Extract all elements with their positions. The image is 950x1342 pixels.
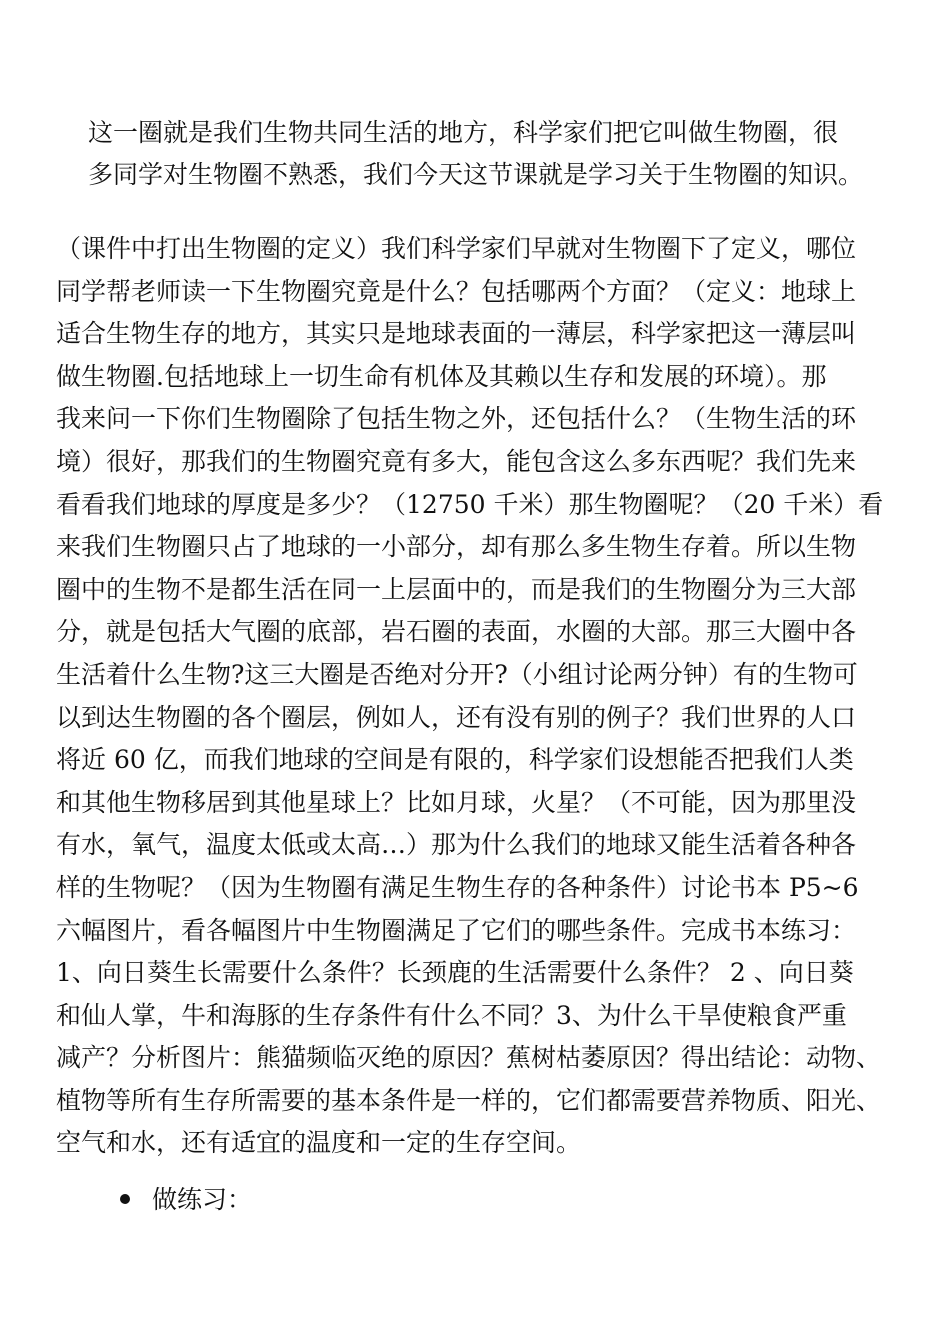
body-line: 样的生物呢？（因为生物圈有满足生物生存的各种条件）讨论书本 P5~6 <box>56 872 859 902</box>
body-line: 六幅图片，看各幅图片中生物圈满足了它们的哪些条件。完成书本练习： <box>56 915 857 945</box>
body-line: 将近 60 亿，而我们地球的空间是有限的，科学家们设想能否把我们人类 <box>56 745 854 775</box>
bullet-list-item <box>120 1182 252 1218</box>
body-line: 植物等所有生存所需要的基本条件是一样的，它们都需要营养物质、阳光、 <box>56 1085 882 1115</box>
bullet-text: 做练习： <box>152 1185 253 1214</box>
body-line: 和仙人掌，牛和海豚的生存条件有什么不同？3、为什么干旱使粮食严重 <box>56 1000 847 1030</box>
intro-line: 多同学对生物圈不熟悉，我们今天这节课就是学习关于生物圈的知识。 <box>88 160 864 189</box>
body-line: 境）很好，那我们的生物圈究竟有多大，能包含这么多东西呢？我们先来 <box>56 446 857 476</box>
body-line: 适合生物生存的地方，其实只是地球表面的一薄层，科学家把这一薄层叫 <box>56 319 857 349</box>
body-line: 1、向日葵生长需要什么条件？长颈鹿的生活需要什么条件？ 2 、向日葵 <box>56 958 854 988</box>
body-line: 我来问一下你们生物圈除了包括生物之外，还包括什么？（生物生活的环 <box>56 404 857 434</box>
body-line: 空气和水，还有适宜的温度和一定的生存空间。 <box>56 1128 582 1158</box>
body-line: 以到达生物圈的各个圈层，例如人，还有没有别的例子？我们世界的人口 <box>56 702 857 732</box>
body-line: 做生物圈.包括地球上一切生命有机体及其赖以生存和发展的环境）。那 <box>56 361 827 391</box>
body-line: 和其他生物移居到其他星球上？比如月球，火星？（不可能，因为那里没 <box>56 787 857 817</box>
body-line: 分，就是包括大气圈的底部，岩石圈的表面，水圈的大部。那三大圈中各 <box>56 617 857 647</box>
bullet-icon <box>120 1194 130 1204</box>
intro-line: 这一圈就是我们生物共同生活的地方，科学家们把它叫做生物圈，很 <box>88 118 839 147</box>
body-line: （课件中打出生物圈的定义）我们科学家们早就对生物圈下了定义，哪位 <box>56 234 857 263</box>
body-line: 同学帮老师读一下生物圈究竟是什么？包括哪两个方面？（定义：地球上 <box>56 276 857 306</box>
body-line: 看看我们地球的厚度是多少？（12750 千米）那生物圈呢？（20 千米）看 <box>56 489 884 519</box>
body-line: 有水，氧气，温度太低或太高…）那为什么我们的地球又能生活着各种各 <box>56 830 857 860</box>
intro-paragraph <box>88 112 888 196</box>
body-line: 生活着什么生物?这三大圈是否绝对分开?（小组讨论两分钟）有的生物可 <box>56 659 858 689</box>
body-line: 来我们生物圈只占了地球的一小部分，却有那么多生物生存着。所以生物 <box>56 532 857 562</box>
body-paragraph <box>56 228 896 1165</box>
body-line: 圈中的生物不是都生活在同一上层面中的，而是我们的生物圈分为三大部 <box>56 574 857 604</box>
body-line: 减产？分析图片：熊猫频临灭绝的原因？蕉树枯萎原因？得出结论：动物、 <box>56 1043 882 1073</box>
